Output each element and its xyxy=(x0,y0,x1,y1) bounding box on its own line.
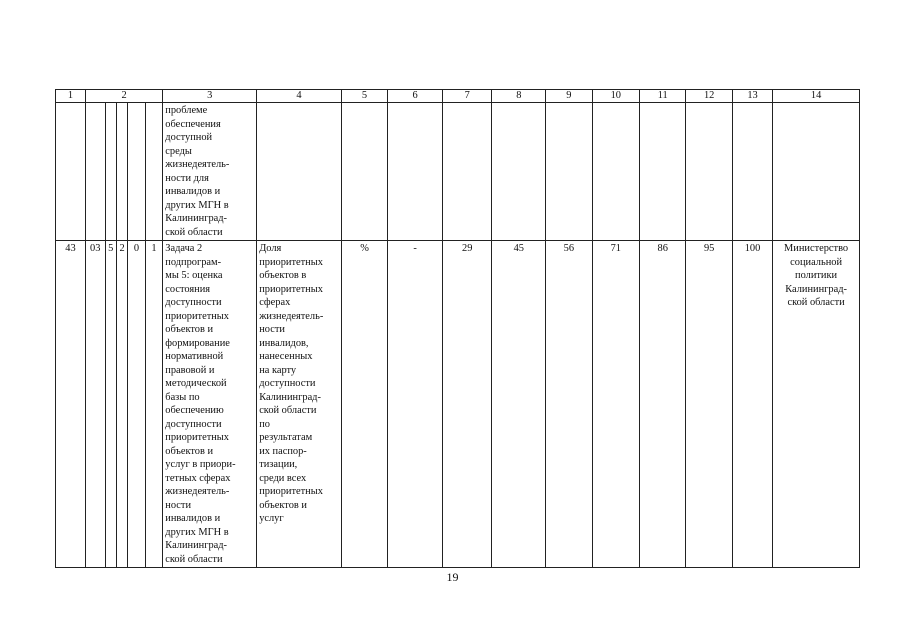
cont-cell-description: проблеме обеспечения доступной среды жизнедеятель- ности для инвалидов и других МГН в Калининград- ской области xyxy=(163,103,257,241)
cont-cell-code-3 xyxy=(116,103,127,241)
responsible-executor: Министерство социальной политики Калининград- ской области xyxy=(773,241,860,568)
cont-cell-8 xyxy=(492,103,546,241)
code-part-1: 03 xyxy=(85,241,105,568)
header-cell-4: 4 xyxy=(257,90,342,103)
task-description: Задача 2 подпрограм- мы 5: оценка состояния доступности приоритетных объектов и формирование нормативной правовой и методической базы по обеспечению доступности приоритетных объектов и услуг в приори- тетных сферах жизнедеятель- ности инвалидов и других МГН в Калининград- ской области xyxy=(163,241,257,568)
row-number: 43 xyxy=(56,241,86,568)
cont-cell-unit xyxy=(341,103,387,241)
code-part-2: 5 xyxy=(105,241,116,568)
indicator-name: Доля приоритетных объектов в приоритетных сферах жизнедеятель- ности инвалидов, нанесенных на карту доступности Калининград- ской области по результатам их паспор- тизации, среди всех приоритетных объектов и услуг xyxy=(257,241,342,568)
header-cell-14: 14 xyxy=(773,90,860,103)
header-cell-7: 7 xyxy=(442,90,492,103)
header-cell-2: 2 xyxy=(85,90,162,103)
header-cell-3: 3 xyxy=(163,90,257,103)
header-cell-9: 9 xyxy=(546,90,592,103)
cont-cell-code-5 xyxy=(145,103,163,241)
cont-cell-13 xyxy=(732,103,772,241)
header-cell-5: 5 xyxy=(341,90,387,103)
cont-cell-11 xyxy=(640,103,686,241)
header-row xyxy=(56,90,860,103)
cont-cell-indicator xyxy=(257,103,342,241)
value-col-11: 86 xyxy=(640,241,686,568)
indicator-table-container xyxy=(55,89,860,568)
cont-cell-code-2 xyxy=(105,103,116,241)
code-part-5: 1 xyxy=(145,241,163,568)
code-part-3: 2 xyxy=(116,241,127,568)
page-number: 19 xyxy=(446,570,459,584)
table-row-43 xyxy=(56,241,860,568)
header-cell-6: 6 xyxy=(388,90,443,103)
value-col-9: 56 xyxy=(546,241,592,568)
value-col-6: - xyxy=(388,241,443,568)
indicator-table xyxy=(55,89,860,568)
cont-cell-num xyxy=(56,103,86,241)
value-col-7: 29 xyxy=(442,241,492,568)
cont-cell-12 xyxy=(686,103,732,241)
cont-cell-10 xyxy=(592,103,639,241)
cont-cell-9 xyxy=(546,103,592,241)
code-part-4: 0 xyxy=(128,241,146,568)
value-col-12: 95 xyxy=(686,241,732,568)
value-col-8: 45 xyxy=(492,241,546,568)
header-cell-12: 12 xyxy=(686,90,732,103)
cont-cell-7 xyxy=(442,103,492,241)
header-cell-13: 13 xyxy=(732,90,772,103)
cont-cell-code-1 xyxy=(85,103,105,241)
header-cell-11: 11 xyxy=(640,90,686,103)
value-col-13: 100 xyxy=(732,241,772,568)
cont-cell-14 xyxy=(773,103,860,241)
unit: % xyxy=(341,241,387,568)
header-cell-8: 8 xyxy=(492,90,546,103)
continuation-row xyxy=(56,103,860,241)
header-cell-1: 1 xyxy=(56,90,86,103)
cont-cell-code-4 xyxy=(128,103,146,241)
cont-cell-6 xyxy=(388,103,443,241)
header-cell-10: 10 xyxy=(592,90,639,103)
value-col-10: 71 xyxy=(592,241,639,568)
